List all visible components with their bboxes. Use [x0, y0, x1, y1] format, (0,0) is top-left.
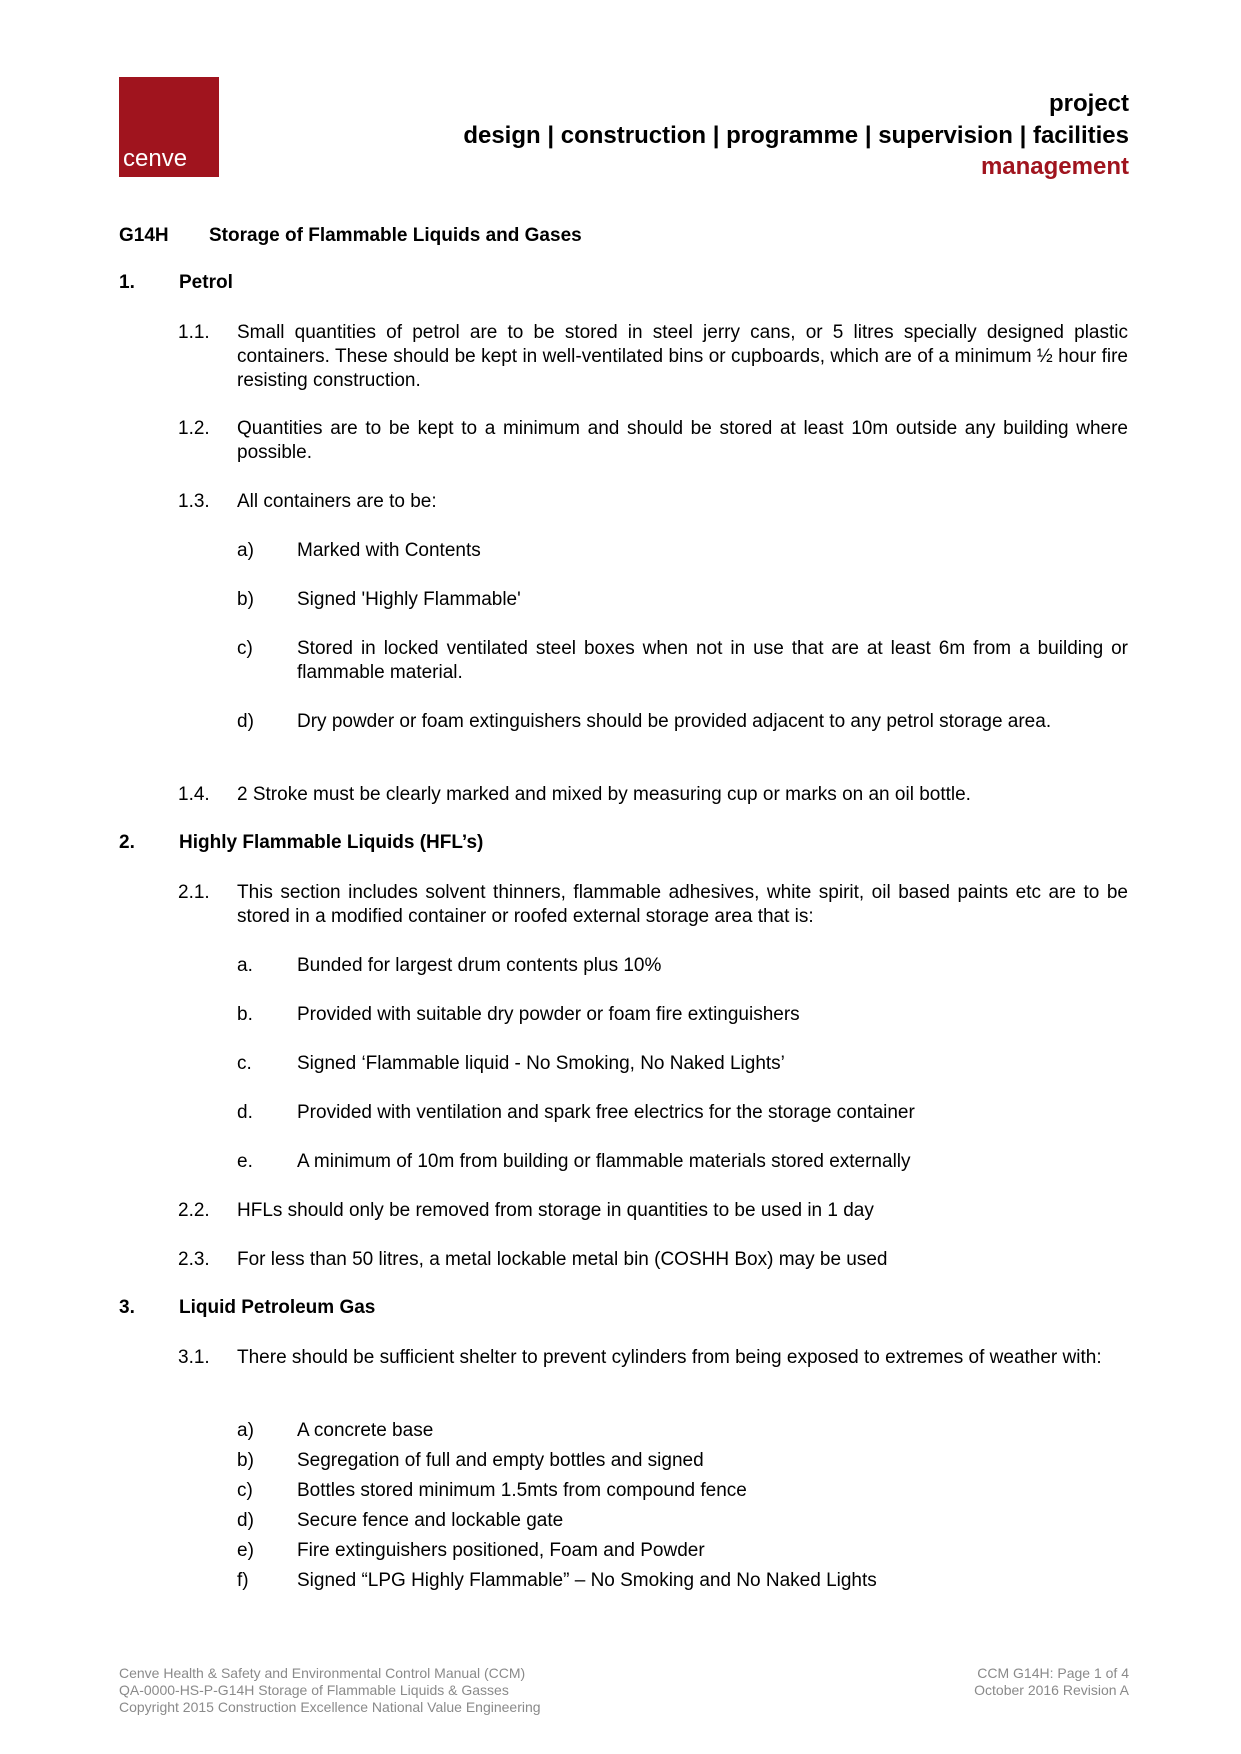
cenve-logo: [119, 77, 219, 177]
header-line-project: project: [1048, 90, 1129, 117]
footer-right: [974, 1665, 1129, 1699]
footer-page-number: CCM G14H: Page 1 of 4: [977, 1665, 1129, 1681]
section-heading: 2. Highly Flammable Liquids (HFL’s): [119, 832, 484, 853]
document-title-text: Storage of Flammable Liquids and Gases: [209, 225, 582, 246]
section-heading: 1. Petrol: [119, 272, 233, 293]
footer-left: [119, 1665, 541, 1716]
section-heading: 3. Liquid Petroleum Gas: [119, 1297, 376, 1318]
header-line-management: management: [980, 153, 1129, 180]
document-title: [119, 225, 582, 247]
logo-text: cenve: [123, 145, 188, 172]
footer-revision: October 2016 Revision A: [974, 1682, 1129, 1698]
footer-manual-title: Cenve Health & Safety and Environmental Control Manual (CCM): [119, 1665, 526, 1681]
header-line-services: design | construction | programme | supervision | facilities: [463, 122, 1129, 149]
document-code: G14H: [119, 225, 169, 246]
footer-document-ref: QA-0000-HS-P-G14H Storage of Flammable Liquids & Gasses: [119, 1682, 509, 1698]
footer-copyright: Copyright 2015 Construction Excellence National Value Engineering: [119, 1699, 541, 1715]
